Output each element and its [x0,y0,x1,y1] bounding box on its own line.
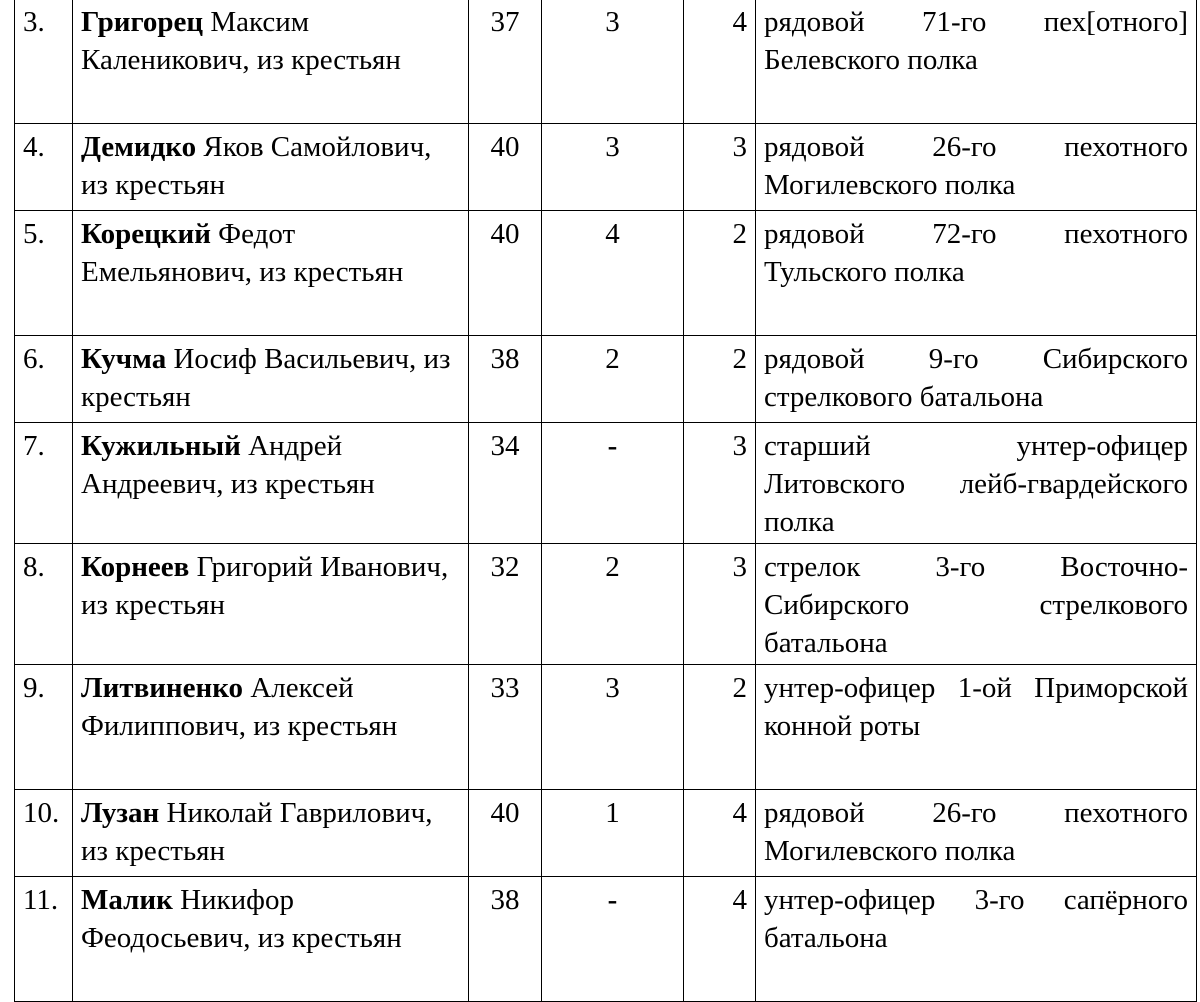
row-number: 4. [15,124,73,211]
person-name [73,124,469,211]
count-b-cell: 4 [684,877,756,1002]
surname: Корнеев [81,551,190,583]
table-row [15,544,1197,665]
row-number: 5. [15,211,73,336]
surname: Кужильный [81,430,241,462]
surname: Кучма [81,343,167,375]
row-number: 3. [15,0,73,124]
count-a-cell: - [542,423,684,544]
given-names-origin: Алексей Филиппович, из крестьян [81,672,398,742]
table-row [15,877,1197,1002]
service-description: рядовой 71-го пех[отного] Белевского полка [756,0,1197,124]
table-row [15,0,1197,124]
person-name [73,544,469,665]
age-cell: 37 [469,0,542,124]
count-a-cell: 3 [542,0,684,124]
person-name [73,665,469,790]
age-cell: 40 [469,211,542,336]
age-cell: 38 [469,336,542,423]
surname: Григорец [81,6,204,38]
given-names-origin: Иосиф Васильевич, из крестьян [81,343,451,413]
age-cell: 33 [469,665,542,790]
count-a-cell: 2 [542,544,684,665]
count-a-cell: - [542,877,684,1002]
table-row [15,124,1197,211]
service-description: рядовой 26-го пехотного Могилевского полка [756,124,1197,211]
count-b-cell: 3 [684,423,756,544]
service-description: рядовой 72-го пехотного Тульского полка [756,211,1197,336]
age-cell: 40 [469,124,542,211]
age-cell: 32 [469,544,542,665]
count-b-cell: 3 [684,544,756,665]
age-cell: 38 [469,877,542,1002]
age-cell: 40 [469,790,542,877]
row-number: 11. [15,877,73,1002]
service-description: рядовой 9-го Сибирского стрелкового батальона [756,336,1197,423]
given-names-origin: Григорий Иванович, из крестьян [81,551,449,621]
age-cell: 34 [469,423,542,544]
count-a-cell: 3 [542,124,684,211]
row-number: 7. [15,423,73,544]
count-b-cell: 2 [684,336,756,423]
surname: Литвиненко [81,672,244,704]
row-number: 9. [15,665,73,790]
surname: Корецкий [81,218,211,250]
surname: Малик [81,884,173,916]
count-a-cell: 3 [542,665,684,790]
soldier-registry-table [14,0,1197,1002]
table-row [15,665,1197,790]
count-a-cell: 2 [542,336,684,423]
service-description: старший унтер-офицер Литовского лейб-гвардейского полка [756,423,1197,544]
table-row [15,423,1197,544]
person-name [73,336,469,423]
surname: Демидко [81,131,197,163]
count-b-cell: 4 [684,0,756,124]
given-names-origin: Андрей Андреевич, из крестьян [81,430,375,500]
service-description: стрелок 3-го Восточно-Сибирского стрелкового батальона [756,544,1197,665]
person-name [73,0,469,124]
person-name [73,790,469,877]
service-description: унтер-офицер 3-го сапёрного батальона [756,877,1197,1002]
count-b-cell: 2 [684,665,756,790]
count-b-cell: 4 [684,790,756,877]
count-a-cell: 4 [542,211,684,336]
service-description: унтер-офицер 1-ой Приморской конной роты [756,665,1197,790]
table-row [15,336,1197,423]
given-names-origin: Федот Емельянович, из крестьян [81,218,404,288]
given-names-origin: Максим Каленикович, из крестьян [81,6,401,76]
table-row [15,790,1197,877]
table-row [15,211,1197,336]
person-name [73,423,469,544]
person-name [73,211,469,336]
count-b-cell: 3 [684,124,756,211]
given-names-origin: Никифор Феодосьевич, из крестьян [81,884,402,954]
surname: Лузан [81,797,160,829]
count-b-cell: 2 [684,211,756,336]
row-number: 6. [15,336,73,423]
count-a-cell: 1 [542,790,684,877]
given-names-origin: Яков Самойлович, из крестьян [81,131,432,201]
row-number: 8. [15,544,73,665]
row-number: 10. [15,790,73,877]
person-name [73,877,469,1002]
service-description: рядовой 26-го пехотного Могилевского полка [756,790,1197,877]
given-names-origin: Николай Гаврилович, из крестьян [81,797,433,867]
